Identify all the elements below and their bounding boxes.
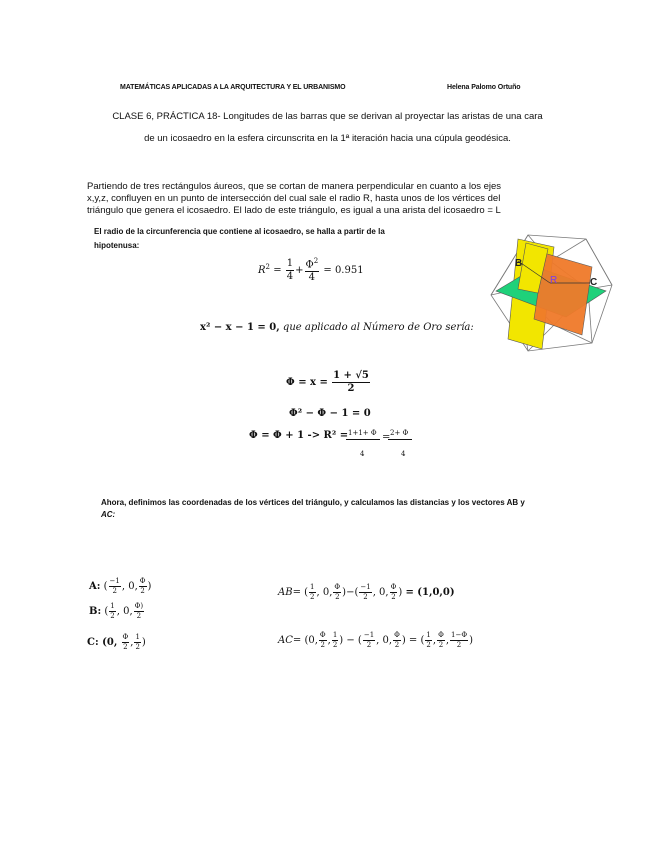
phi-sq-den-2: 4 — [401, 450, 406, 458]
label-r: R — [550, 275, 558, 286]
fraction-bar-1 — [346, 439, 380, 440]
vector-ab: AB= ( $\frac{1}{2}$ , 0, $\frac{\Phi}{2}$ )−( $\frac{-1}{2}$ , 0, $\frac{\Phi}{2}$ ) = (1,0,0) — [278, 583, 455, 601]
vertex-a: A: ( $\frac{-1}{2}$ , 0, $\frac{\Phi}{2}$ ) — [89, 577, 152, 595]
radius-note-line-2: hipotenusa: — [94, 241, 140, 250]
title-line-2: de un icosaedro en la esfera circunscrita en la 1ª iteración hacia una cúpula geodésica. — [144, 133, 511, 144]
icosahedron-golden-rectangles-figure — [488, 233, 616, 355]
phi-sq-num-1: 1+1+ Φ — [348, 429, 377, 437]
one-quarter-fraction: $\frac{1}{4}$ — [286, 258, 294, 283]
intro-line-1: Partiendo de tres rectángulos áureos, que se cortan de manera perpendicular en cuanto a los ejes — [87, 181, 502, 192]
coords-note-line-2: AC: — [101, 510, 116, 519]
phi-squared-quarter-fraction: $\frac{\Phi^2}{4}$ — [305, 257, 319, 284]
course-header: MATEMÁTICAS APLICADAS A LA ARQUITECTURA Y EL URBANISMO — [120, 84, 346, 91]
vertex-c: C: (0, $\frac{\Phi}{2}$ , $\frac{1}{2}$ ) — [87, 633, 146, 651]
phi-quadratic: Φ² − Φ − 1 = 0 — [289, 408, 371, 419]
r-symbol: R — [258, 265, 266, 277]
label-b: B — [515, 258, 523, 269]
coords-note-line-1: Ahora, definimos las coordenadas de los vértices del triángulo, y calculamos las distancias y los vectores AB y — [101, 498, 525, 507]
phi-sq-den-1: 4 — [360, 450, 365, 458]
phi-sq-equals: = — [382, 432, 391, 443]
phi-definition: Φ = x = $\frac{1 + √5}{2}$ — [286, 370, 369, 394]
fraction-bar-2 — [388, 439, 412, 440]
phi-sq-num-2: 2+ Φ — [390, 429, 409, 437]
label-c: C — [590, 277, 598, 288]
intro-line-3: triángulo que genera el icosaedro. El lado de este triángulo, es igual a una arista del icosaedro = L — [87, 205, 501, 216]
author-name: Helena Palomo Ortuño — [447, 84, 521, 91]
intro-line-2: x,y,z, confluyen en un punto de intersección del cual sale el radio R, hasta unos de los vértices del — [87, 193, 501, 204]
vector-ac: AC= (0, $\frac{\Phi}{2}$ , $\frac{1}{2}$ ) − ( $\frac{-1}{2}$ , 0, $\frac{\Phi}{2}$ ) = ( $\frac{1}{2}$ , $\frac{\Phi}{2}$ , $\frac{1-\Phi}{2}$ ) — [278, 631, 473, 649]
vertex-b: B: ( $\frac{1}{2}$ , 0, $\frac{\Phi)}{2}$ — [89, 602, 144, 620]
phi-r-squared-line: Φ = Φ + 1 -> R² = — [249, 430, 349, 441]
radius-note-line-1: El radio de la circunferencia que contiene al icosaedro, se halla a partir de la — [94, 227, 385, 236]
r-squared-equation: $R^2$ = $\frac{1}{4}$ + $\frac{\Phi^2}{4}$ = 0.951 — [258, 257, 364, 284]
golden-quadratic: x² − x − 1 = 0, que aplicado al Número de Oro sería: — [200, 322, 474, 333]
title-line-1: CLASE 6, PRÁCTICA 18- Longitudes de las barras que se derivan al proyectar las aristas de una cara — [112, 111, 543, 122]
